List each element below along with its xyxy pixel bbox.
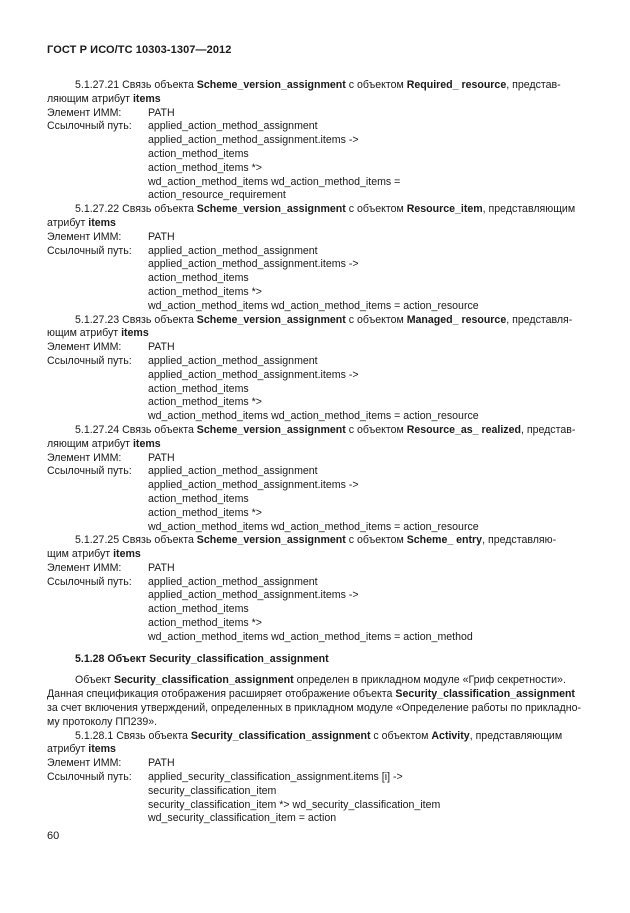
clause-5-1-28-1: 5.1.28.1 Связь объекта Security_classification_assignment с объектом Activity, представляющим [75,729,563,742]
ref-path-row: Ссылочный путь: applied_action_method_assignment applied_action_method_assignment.items -> action_method_items action_method_items *> wd_action_method_items wd_action_method_items = action_resource [47,354,479,423]
element-row: Элемент ИММ: PATH [47,451,175,464]
clause-5-1-27-24: 5.1.27.24 Связь объекта Scheme_version_assignment с объектом Resource_as_ realized, представ- [75,423,576,436]
section-paragraph-line: за счет включения утверждений, определенных в прикладном модуле «Определение работы по прикладно- [47,702,581,715]
page-number: 60 [47,830,60,842]
clause-5-1-27-25-cont: щим атрибут items [47,548,141,561]
clause-5-1-27-22: 5.1.27.22 Связь объекта Scheme_version_assignment с объектом Resource_item, представляющим [75,203,576,216]
ref-path-row: Ссылочный путь: applied_security_classification_assignment.items [i] -> security_classification_item security_classification_item *> wd_security_classification_item wd_security_classification_item = action [47,771,441,825]
clause-5-1-27-23: 5.1.27.23 Связь объекта Scheme_version_assignment с объектом Managed_ resource, представля- [75,313,573,326]
element-row: Элемент ИММ: PATH [47,230,175,243]
ref-path-row: Ссылочный путь: applied_action_method_assignment applied_action_method_assignment.items -> action_method_items action_method_items *> wd_action_method_items wd_action_method_items = action_resource [47,465,479,533]
clause-5-1-27-21-cont: ляющим атрибут items [47,92,161,105]
section-heading-5-1-28: 5.1.28 Объект Security_classification_assignment [75,652,329,665]
element-row: Элемент ИММ: PATH [47,341,175,354]
element-row: Элемент ИММ: PATH [47,757,175,770]
ref-path-row: Ссылочный путь: applied_action_method_assignment applied_action_method_assignment.items -> action_method_items action_method_items *> wd_action_method_items wd_action_method_items = action_resource_requirement [47,120,401,202]
element-row: Элемент ИММ: PATH [47,561,175,574]
clause-5-1-27-22-cont: атрибут items [47,216,116,229]
ref-path-row: Ссылочный путь: applied_action_method_assignment applied_action_method_assignment.items -> action_method_items action_method_items *> wd_action_method_items wd_action_method_items = action_method [47,575,473,643]
clause-5-1-28-1-cont: атрибут items [47,743,116,756]
clause-5-1-27-23-cont: ющим атрибут items [47,327,149,340]
section-paragraph-line: му протоколу ПП239». [47,715,158,728]
clause-5-1-27-25: 5.1.27.25 Связь объекта Scheme_version_assignment с объектом Scheme_ entry, представляю- [75,534,557,547]
clause-5-1-27-24-cont: ляющим атрибут items [47,437,161,450]
clause-5-1-27-21: 5.1.27.21 Связь объекта Scheme_version_assignment с объектом Required_ resource, представ- [75,79,561,91]
page-header: ГОСТ Р ИСО/ТС 10303-1307—2012 [47,44,232,56]
ref-path-row: Ссылочный путь: applied_action_method_assignment applied_action_method_assignment.items -> action_method_items action_method_items *> wd_action_method_items wd_action_method_items = action_resource [47,244,479,312]
section-paragraph: Объект Security_classification_assignment определен в прикладном модуле «Гриф секретности». [75,674,566,687]
element-row: Элемент ИММ: PATH [47,106,175,119]
document-body [47,79,587,826]
section-paragraph-line: Данная спецификация отображения расширяет отображение объекта Security_classification_assignment [47,688,575,701]
